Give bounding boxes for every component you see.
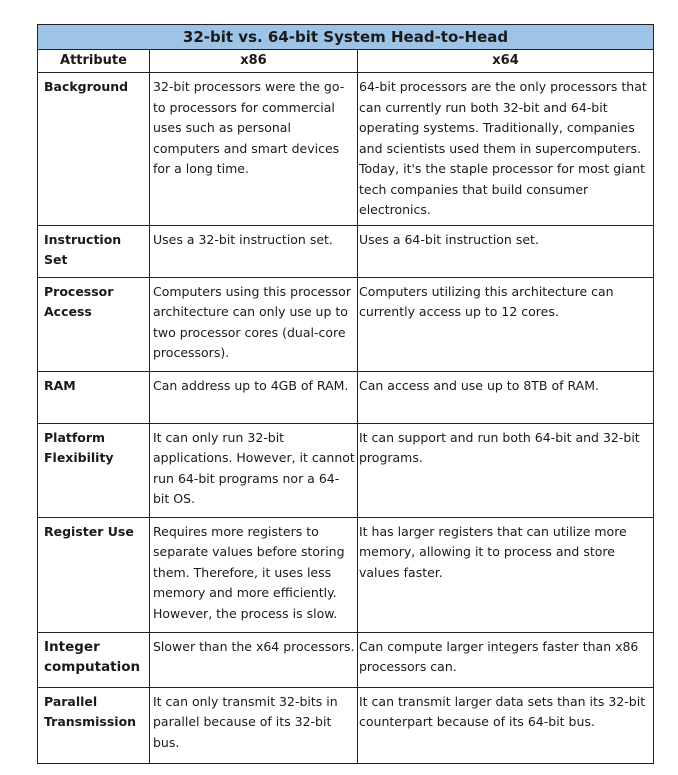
column-header-attribute: Attribute xyxy=(38,50,150,73)
row-attribute: Instruction Set xyxy=(38,225,150,277)
table-row xyxy=(38,687,654,763)
row-x86-value: Computers using this processor architecture can only use up to two processor cores (dual-core processors). xyxy=(150,277,358,371)
row-x64-value: 64-bit processors are the only processors that can currently run both 32-bit and 64-bit operating systems. Traditionally, companies and scientists used them in supercomputers. Today, it's the staple processor for most giant tech companies that build consumer electronics. xyxy=(358,73,654,226)
row-x64-value: Can compute larger integers faster than x86 processors can. xyxy=(358,632,654,687)
row-x64-value: Uses a 64-bit instruction set. xyxy=(358,225,654,277)
row-x64-value: It can transmit larger data sets than its 32-bit counterpart because of its 64-bit bus. xyxy=(358,687,654,763)
table-row xyxy=(38,423,654,517)
table-row xyxy=(38,277,654,371)
row-attribute: Background xyxy=(38,73,150,226)
column-header-x86: x86 xyxy=(150,50,358,73)
row-x86-value: It can only run 32-bit applications. However, it cannot run 64-bit programs nor a 64-bit OS. xyxy=(150,423,358,517)
table-row xyxy=(38,517,654,632)
row-attribute: Parallel Transmission xyxy=(38,687,150,763)
row-attribute: Processor Access xyxy=(38,277,150,371)
row-x64-value: Computers utilizing this architecture can currently access up to 12 cores. xyxy=(358,277,654,371)
row-x64-value: It can support and run both 64-bit and 32-bit programs. xyxy=(358,423,654,517)
table-row xyxy=(38,632,654,687)
row-x86-value: Slower than the x64 processors. xyxy=(150,632,358,687)
header-row xyxy=(38,50,654,73)
row-attribute: Integer computation xyxy=(38,632,150,687)
row-x86-value: Can address up to 4GB of RAM. xyxy=(150,371,358,423)
row-attribute: RAM xyxy=(38,371,150,423)
row-attribute: Platform Flexibility xyxy=(38,423,150,517)
row-attribute: Register Use xyxy=(38,517,150,632)
row-x86-value: 32-bit processors were the go-to processors for commercial uses such as personal computers and smart devices for a long time. xyxy=(150,73,358,226)
title-row xyxy=(38,25,654,50)
row-x86-value: Requires more registers to separate values before storing them. Therefore, it uses less memory and more efficiently. However, the process is slow. xyxy=(150,517,358,632)
row-x64-value: It has larger registers that can utilize more memory, allowing it to process and store values faster. xyxy=(358,517,654,632)
table-row xyxy=(38,371,654,423)
table-title: 32-bit vs. 64-bit System Head-to-Head xyxy=(38,25,654,50)
column-header-x64: x64 xyxy=(358,50,654,73)
row-x64-value: Can access and use up to 8TB of RAM. xyxy=(358,371,654,423)
table-row xyxy=(38,73,654,226)
row-x86-value: Uses a 32-bit instruction set. xyxy=(150,225,358,277)
comparison-table xyxy=(37,24,654,764)
row-x86-value: It can only transmit 32-bits in parallel because of its 32-bit bus. xyxy=(150,687,358,763)
table-row xyxy=(38,225,654,277)
